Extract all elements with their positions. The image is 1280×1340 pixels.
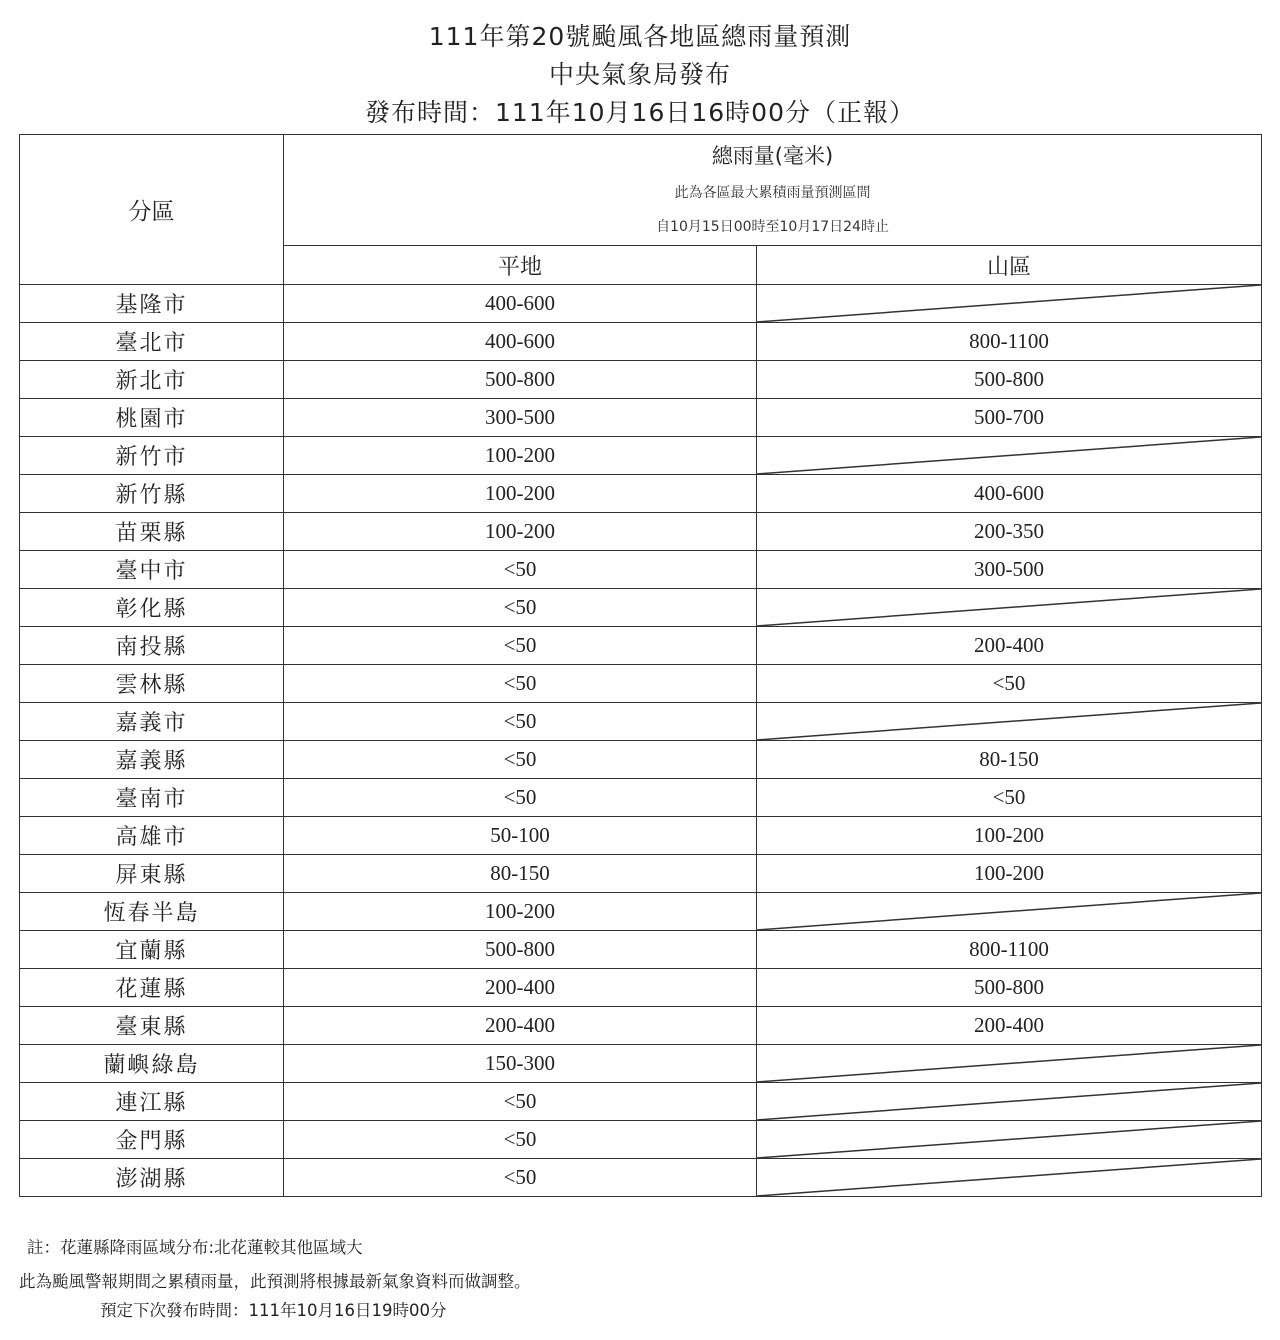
- region-cell: 臺南市: [20, 779, 284, 817]
- plain-value-cell: <50: [284, 1083, 757, 1121]
- table-row: [20, 1083, 1262, 1121]
- table-row: [20, 1007, 1262, 1045]
- mountain-value-cell: 500-700: [757, 399, 1262, 437]
- region-cell: 基隆市: [20, 285, 284, 323]
- diagonal-slash-icon: [757, 703, 1261, 740]
- table-row: [20, 437, 1262, 475]
- no-data-cell: [757, 1045, 1262, 1083]
- table-row: [20, 589, 1262, 627]
- note-disclaimer: 此為颱風警報期間之累積雨量，此預測將根據最新氣象資料而做調整。: [19, 1272, 531, 1291]
- no-data-cell: [757, 1121, 1262, 1159]
- header-total: [284, 135, 1262, 246]
- table-row: [20, 323, 1262, 361]
- region-cell: 澎湖縣: [20, 1159, 284, 1197]
- region-cell: 花蓮縣: [20, 969, 284, 1007]
- mountain-value-cell: 500-800: [757, 361, 1262, 399]
- note-next-issue: 預定下次發布時間：111年10月16日19時00分: [100, 1301, 447, 1320]
- region-cell: 蘭嶼綠島: [20, 1045, 284, 1083]
- table-row: [20, 361, 1262, 399]
- region-cell: 屏東縣: [20, 855, 284, 893]
- note-hualien: 註：花蓮縣降雨區域分布:北花蓮較其他區域大: [27, 1238, 363, 1257]
- title-block: [0, 18, 1280, 132]
- plain-value-cell: 50-100: [284, 817, 757, 855]
- diagonal-slash-icon: [757, 1159, 1261, 1196]
- diagonal-slash-icon: [757, 1083, 1261, 1120]
- table-row: [20, 1121, 1262, 1159]
- plain-value-cell: 80-150: [284, 855, 757, 893]
- table-row: [20, 703, 1262, 741]
- plain-value-cell: 500-800: [284, 931, 757, 969]
- region-cell: 高雄市: [20, 817, 284, 855]
- plain-value-cell: 100-200: [284, 513, 757, 551]
- table-row: [20, 931, 1262, 969]
- table-row: [20, 665, 1262, 703]
- table-row: [20, 855, 1262, 893]
- diagonal-slash-icon: [757, 285, 1261, 322]
- table-row: [20, 551, 1262, 589]
- no-data-cell: [757, 589, 1262, 627]
- plain-value-cell: <50: [284, 665, 757, 703]
- plain-value-cell: <50: [284, 627, 757, 665]
- no-data-cell: [757, 893, 1262, 931]
- table-row: [20, 893, 1262, 931]
- region-cell: 雲林縣: [20, 665, 284, 703]
- diagonal-slash-icon: [757, 1045, 1261, 1082]
- mountain-value-cell: 80-150: [757, 741, 1262, 779]
- table-row: [20, 779, 1262, 817]
- region-cell: 臺北市: [20, 323, 284, 361]
- region-cell: 臺東縣: [20, 1007, 284, 1045]
- diagonal-slash-icon: [757, 589, 1261, 626]
- header-total-label: 總雨量(毫米): [711, 144, 834, 168]
- diagonal-slash-icon: [757, 437, 1261, 474]
- region-cell: 恆春半島: [20, 893, 284, 931]
- mountain-value-cell: <50: [757, 665, 1262, 703]
- no-data-cell: [757, 437, 1262, 475]
- plain-value-cell: 300-500: [284, 399, 757, 437]
- table-row: [20, 817, 1262, 855]
- region-cell: 彰化縣: [20, 589, 284, 627]
- plain-value-cell: <50: [284, 779, 757, 817]
- plain-value-cell: <50: [284, 1121, 757, 1159]
- table-row: [20, 969, 1262, 1007]
- diagonal-slash-icon: [757, 893, 1261, 930]
- mountain-value-cell: 100-200: [757, 855, 1262, 893]
- plain-value-cell: 500-800: [284, 361, 757, 399]
- rainfall-table: [19, 134, 1262, 1197]
- plain-value-cell: 200-400: [284, 969, 757, 1007]
- plain-value-cell: 100-200: [284, 893, 757, 931]
- header-plain: 平地: [284, 246, 757, 285]
- no-data-cell: [757, 1083, 1262, 1121]
- issue-time: 發布時間：111年10月16日16時00分（正報）: [365, 98, 915, 127]
- mountain-value-cell: 400-600: [757, 475, 1262, 513]
- table-row: [20, 513, 1262, 551]
- header-region: 分區: [20, 135, 284, 285]
- region-cell: 南投縣: [20, 627, 284, 665]
- plain-value-cell: <50: [284, 703, 757, 741]
- no-data-cell: [757, 1159, 1262, 1197]
- region-cell: 新竹市: [20, 437, 284, 475]
- region-cell: 桃園市: [20, 399, 284, 437]
- mountain-value-cell: 500-800: [757, 969, 1262, 1007]
- region-cell: 宜蘭縣: [20, 931, 284, 969]
- mountain-value-cell: 200-400: [757, 627, 1262, 665]
- plain-value-cell: 200-400: [284, 1007, 757, 1045]
- mountain-value-cell: 300-500: [757, 551, 1262, 589]
- plain-value-cell: 400-600: [284, 323, 757, 361]
- region-cell: 苗栗縣: [20, 513, 284, 551]
- plain-value-cell: <50: [284, 741, 757, 779]
- region-cell: 新竹縣: [20, 475, 284, 513]
- header-mountain: 山區: [757, 246, 1262, 285]
- table-row: [20, 1045, 1262, 1083]
- mountain-value-cell: 200-350: [757, 513, 1262, 551]
- header-total-period: 自10月15日00時至10月17日24時止: [656, 219, 889, 235]
- table-row: [20, 475, 1262, 513]
- table-row: [20, 627, 1262, 665]
- no-data-cell: [757, 285, 1262, 323]
- table-row: [20, 741, 1262, 779]
- region-cell: 連江縣: [20, 1083, 284, 1121]
- plain-value-cell: 100-200: [284, 475, 757, 513]
- mountain-value-cell: <50: [757, 779, 1262, 817]
- plain-value-cell: <50: [284, 1159, 757, 1197]
- mountain-value-cell: 800-1100: [757, 931, 1262, 969]
- region-cell: 新北市: [20, 361, 284, 399]
- mountain-value-cell: 200-400: [757, 1007, 1262, 1045]
- header-total-subtitle: 此為各區最大累積雨量預測區間: [674, 185, 871, 201]
- plain-value-cell: <50: [284, 551, 757, 589]
- mountain-value-cell: 100-200: [757, 817, 1262, 855]
- table-row: [20, 399, 1262, 437]
- region-cell: 嘉義縣: [20, 741, 284, 779]
- diagonal-slash-icon: [757, 1121, 1261, 1158]
- region-cell: 金門縣: [20, 1121, 284, 1159]
- plain-value-cell: <50: [284, 589, 757, 627]
- issuer-line: 中央氣象局發布: [548, 60, 731, 89]
- table-row: [20, 285, 1262, 323]
- region-cell: 臺中市: [20, 551, 284, 589]
- region-cell: 嘉義市: [20, 703, 284, 741]
- plain-value-cell: 150-300: [284, 1045, 757, 1083]
- no-data-cell: [757, 703, 1262, 741]
- plain-value-cell: 100-200: [284, 437, 757, 475]
- mountain-value-cell: 800-1100: [757, 323, 1262, 361]
- table-row: [20, 1159, 1262, 1197]
- page-title: 111年第20號颱風各地區總雨量預測: [428, 22, 852, 51]
- table-body: [20, 285, 1262, 1197]
- plain-value-cell: 400-600: [284, 285, 757, 323]
